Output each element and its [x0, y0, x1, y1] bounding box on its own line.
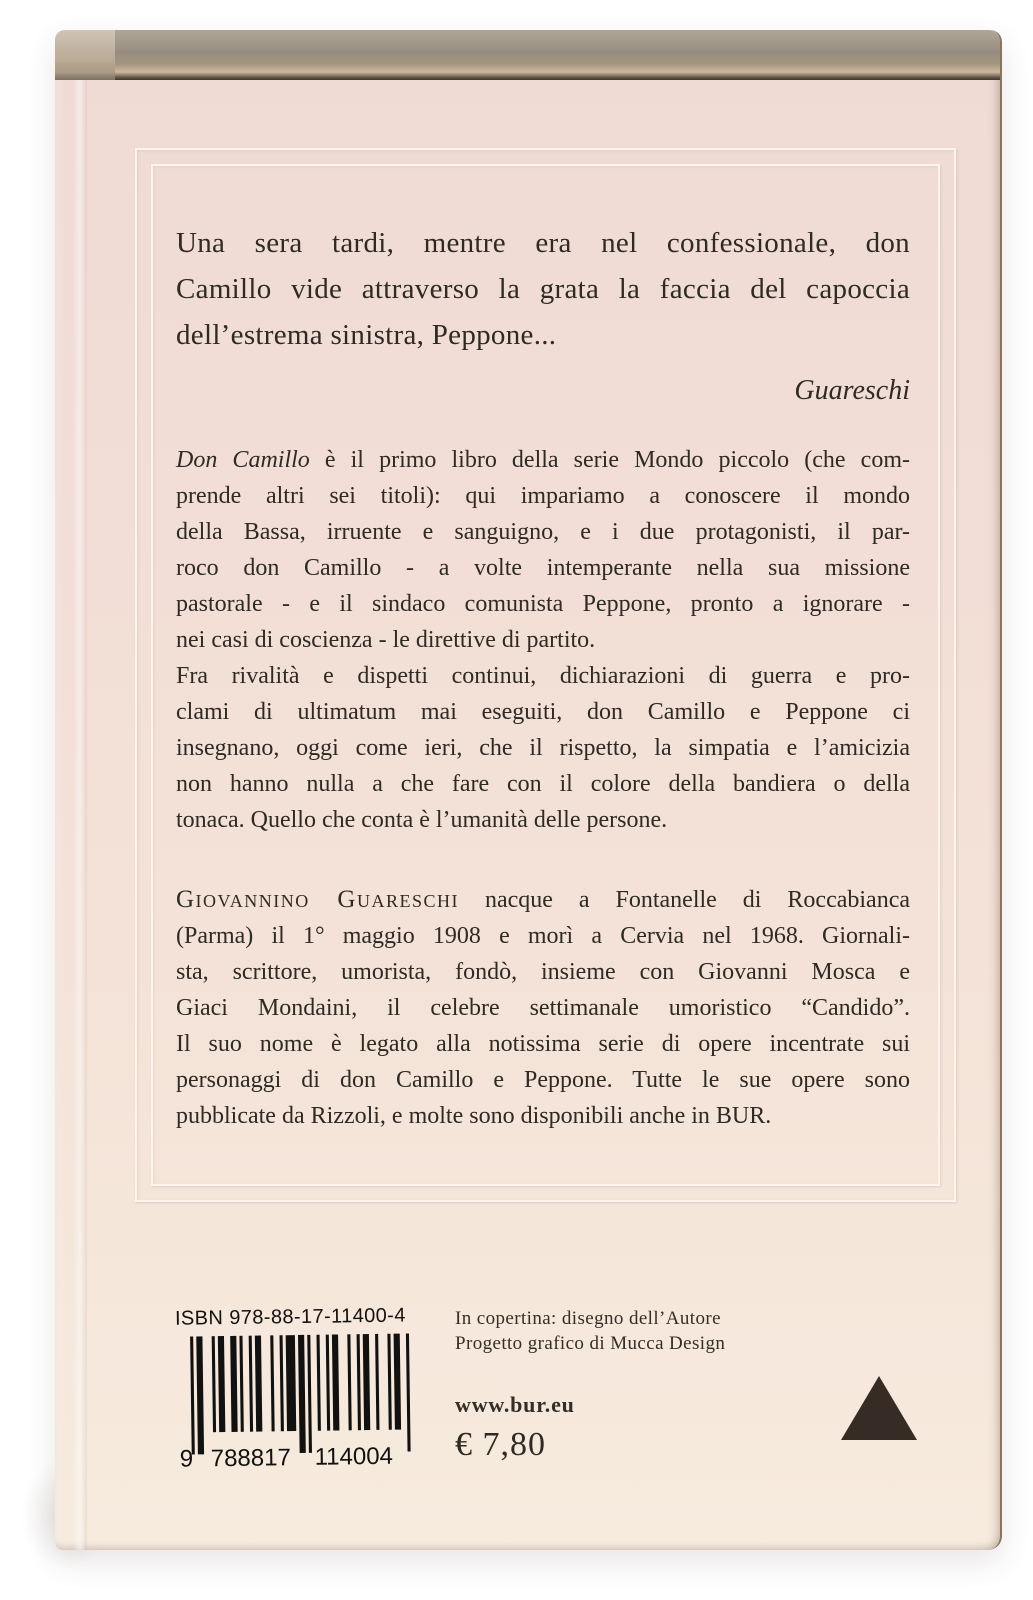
barcode-digit-left: 9 — [179, 1445, 194, 1473]
text-line: Giaci Mondaini, il celebre settimanale umoristico “Candido”. — [176, 995, 910, 1021]
barcode — [174, 1329, 426, 1472]
barcode-bar — [239, 1336, 243, 1432]
barcode-bar — [375, 1334, 379, 1430]
book-top-edge-corner — [55, 30, 115, 80]
barcode-bar — [286, 1335, 297, 1431]
description-first-line — [176, 442, 910, 478]
credits-line-2: Progetto grafico di Mucca Design — [455, 1333, 726, 1354]
barcode-bar — [357, 1334, 361, 1430]
barcode-bar — [196, 1336, 204, 1454]
barcode-bar — [230, 1336, 238, 1432]
text-line: Una sera tardi, mentre era nel confessionale, don — [176, 227, 910, 259]
barcode-bar — [249, 1336, 253, 1432]
text-line: pubblicate da Rizzoli, e molte sono disponibili anche in BUR. — [176, 1103, 772, 1129]
author-name-smallcaps: Giovannino Guareschi — [176, 886, 459, 913]
barcode-bar — [190, 1336, 195, 1454]
author-bio-block — [176, 882, 910, 1134]
barcode-bar — [363, 1334, 371, 1430]
author-bio-lines — [176, 918, 910, 1134]
text-line: tonaca. Quello che conta è l’umanità delle persone. — [176, 807, 668, 833]
book-title-italic: Don Camillo — [176, 447, 310, 473]
credits-line-1: In copertina: disegno dell’Autore — [455, 1308, 721, 1329]
bur-triangle-logo — [841, 1376, 917, 1440]
description-lines — [176, 478, 910, 838]
quote-lines — [176, 220, 910, 358]
price-text: € 7,80 — [455, 1426, 546, 1463]
barcode-bar — [326, 1335, 330, 1431]
text-line: della Bassa, irruente e sanguigno, e i due protagonisti, il par- — [176, 519, 910, 545]
text-line: sta, scrittore, umorista, fondò, insieme con Giovanni Mosca e — [176, 959, 910, 985]
barcode-block — [175, 1306, 425, 1471]
description-first-line-rest: è il primo libro della serie Mondo piccolo (che com- — [309, 447, 910, 473]
text-line: insegnano, oggi come ieri, che il rispetto, la simpatia e l’amicizia — [176, 735, 910, 761]
text-line: Camillo vide attraverso la grata la faccia del capoccia — [176, 273, 910, 305]
text-line: pastorale - e il sindaco comunista Peppone, pronto a ignorare - — [176, 591, 910, 617]
text-line: (Parma) il 1° maggio 1908 e morì a Cervia nel 1968. Giornali- — [176, 923, 910, 949]
barcode-bar — [255, 1336, 263, 1432]
barcode-bar — [332, 1334, 340, 1430]
barcode-bar — [218, 1336, 226, 1432]
text-line: non hanno nulla a che fare con il colore della bandiera o della — [176, 771, 910, 797]
barcode-bar — [307, 1335, 312, 1453]
barcode-bars — [190, 1333, 411, 1454]
quote-block — [176, 220, 910, 414]
barcode-bar — [394, 1334, 402, 1430]
barcode-bar — [406, 1333, 411, 1451]
text-line: personaggi di don Camillo e Peppone. Tutte le sue opere sono — [176, 1067, 910, 1093]
barcode-bar — [270, 1335, 274, 1431]
barcode-bar — [316, 1335, 320, 1431]
spine-crease — [73, 80, 87, 1550]
description-block — [176, 442, 910, 838]
author-first-line — [176, 882, 910, 918]
text-line: dell’estrema sinistra, Peppone... — [176, 319, 557, 351]
barcode-bar — [280, 1335, 284, 1431]
text-line: prende altri sei titoli): qui impariamo a conoscere il mondo — [176, 483, 910, 509]
text-line: clami di ultimatum mai eseguiti, don Camillo e Peppone ci — [176, 699, 910, 725]
cover-credits — [455, 1306, 725, 1356]
isbn-label: ISBN 978-88-17-11400-4 — [174, 1304, 406, 1330]
book-top-page-edge — [55, 30, 1000, 80]
text-line: roco don Camillo - a volte intemperante nella sua missione — [176, 555, 910, 581]
text-line: nei casi di coscienza - le direttive di partito. — [176, 627, 596, 653]
barcode-digit-group1: 788817 — [210, 1444, 292, 1473]
barcode-bar — [212, 1336, 216, 1432]
barcode-bar — [387, 1334, 391, 1430]
text-line: Il suo nome è legato alla notissima serie di opere incentrate sui — [176, 1031, 910, 1057]
quote-attribution: Guareschi — [794, 375, 910, 406]
book-back-cover — [55, 30, 1002, 1550]
barcode-bar — [298, 1335, 306, 1453]
publisher-website: www.bur.eu — [455, 1392, 575, 1417]
text-line: Fra rivalità e dispetti continui, dichiarazioni di guerra e pro- — [176, 663, 910, 689]
barcode-bar — [347, 1334, 351, 1430]
author-first-line-rest: nacque a Fontanelle di Roccabianca — [459, 887, 910, 913]
barcode-digit-group2: 114004 — [314, 1442, 394, 1471]
